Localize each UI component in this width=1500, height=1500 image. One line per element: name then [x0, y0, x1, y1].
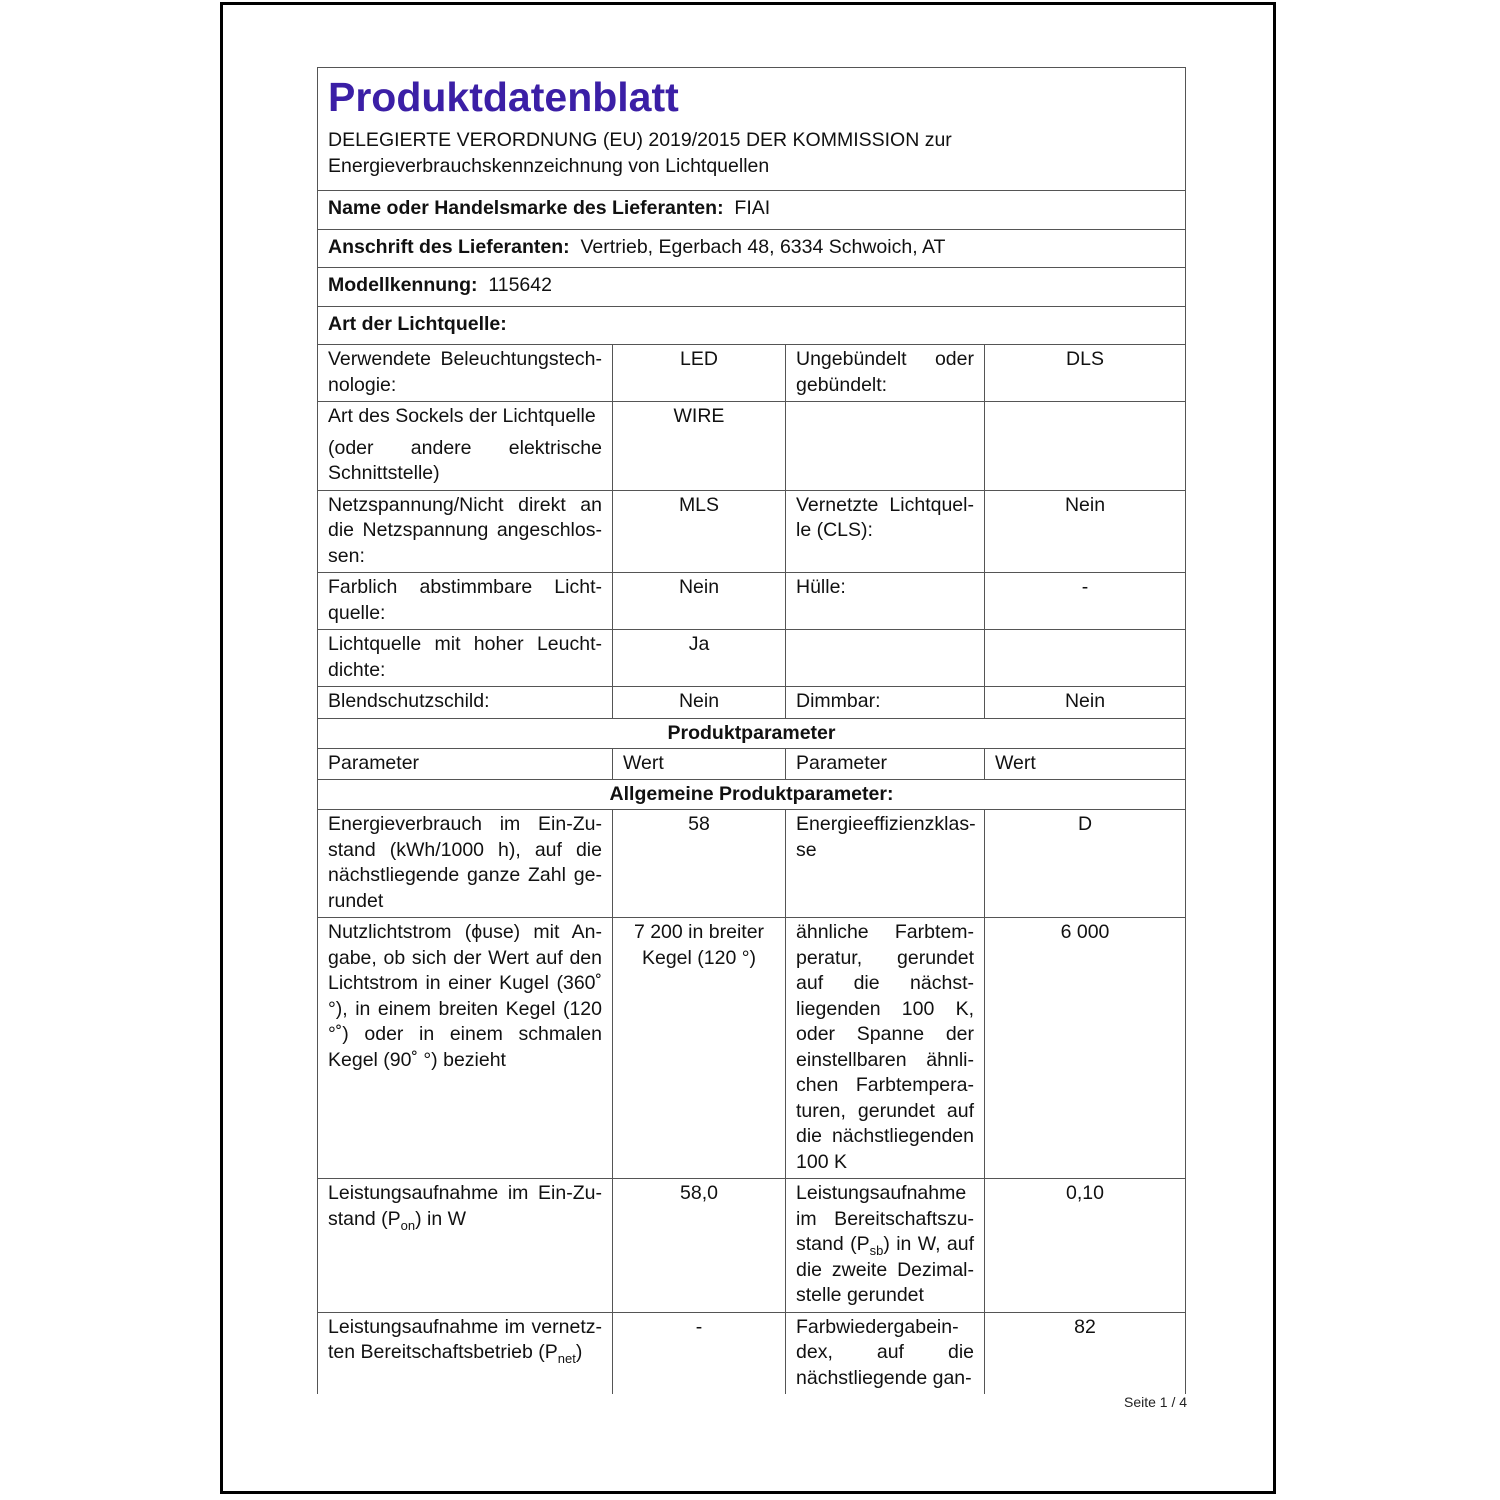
value-header-1: Wert — [613, 749, 786, 780]
datasheet — [317, 67, 1185, 1394]
cls-value: Nein — [985, 490, 1186, 573]
address-row — [318, 229, 1186, 268]
shell-value: - — [985, 573, 1186, 630]
page-title: Produktdatenblatt — [328, 74, 679, 120]
address-label: Anschrift des Lieferanten: — [328, 235, 570, 258]
supplier-row — [318, 191, 1186, 230]
socket-value: WIRE — [613, 402, 786, 491]
bundled-label: Ungebündelt oder gebündelt: — [786, 345, 985, 402]
regulation-subtitle: DELEGIERTE VERORDNUNG (EU) 2019/2015 DER KOMMISSION zur Energieverbrauchskennzeichnung von Lichtquellen — [328, 129, 952, 177]
table-row — [318, 630, 1186, 687]
empty-cell — [786, 402, 985, 491]
standby-power-value: 0,10 — [985, 1179, 1186, 1313]
power-on-value: 58,0 — [613, 1179, 786, 1313]
product-params-heading: Produktparameter — [318, 718, 1186, 749]
net-standby-label: Leistungsaufnahme im vernetzten Bereitschaftsbetrieb $(P_{net})$ — [318, 1312, 613, 1394]
datasheet-table — [317, 67, 1186, 1394]
luminance-value: Ja — [613, 630, 786, 687]
section-row — [318, 718, 1186, 749]
table-row — [318, 345, 1186, 402]
param-header-1: Parameter — [318, 749, 613, 780]
title-row — [318, 68, 1186, 191]
table-row — [318, 573, 1186, 630]
tunable-value: Nein — [613, 573, 786, 630]
power-on-label: Leistungsaufnahme im Ein-Zustand $(P_{on})$ in W — [318, 1179, 613, 1313]
table-row — [318, 687, 1186, 719]
flux-value: 7 200 in breiter Kegel (120 °) — [613, 918, 786, 1179]
table-row — [318, 490, 1186, 573]
value-header-2: Wert — [985, 749, 1186, 780]
color-temp-label: ähnliche Farbtemperatur, gerundet auf die nächstliegenden 100 K, oder Spanne der einstellbaren ähnlichen Farbtemperaturen, gerundet auf die nächstliegenden 100 K — [786, 918, 985, 1179]
title-cell — [318, 68, 1186, 191]
empty-cell — [786, 630, 985, 687]
cri-label: Farbwiedergabeindex, auf die nächstliegende gan- — [786, 1312, 985, 1394]
luminance-label: Lichtquelle mit hoher Leuchtdichte: — [318, 630, 613, 687]
table-row — [318, 918, 1186, 1179]
net-standby-value: - — [613, 1312, 786, 1394]
supplier-value: FIAI — [734, 197, 771, 219]
param-header-row — [318, 749, 1186, 780]
tech-value: LED — [613, 345, 786, 402]
empty-cell — [985, 402, 1186, 491]
table-row — [318, 402, 1186, 491]
mains-value: MLS — [613, 490, 786, 573]
energy-value: 58 — [613, 810, 786, 918]
table-row — [318, 810, 1186, 918]
shell-label: Hülle: — [786, 573, 985, 630]
bundled-value: DLS — [985, 345, 1186, 402]
param-header-2: Parameter — [786, 749, 985, 780]
socket-label-detail: (oder andere elektrische Schnittstelle) — [328, 436, 602, 484]
model-value: 115642 — [488, 274, 552, 296]
table-row — [318, 1179, 1186, 1313]
tunable-label: Farblich abstimmbare Lichtquelle: — [318, 573, 613, 630]
empty-cell — [985, 630, 1186, 687]
section-row — [318, 779, 1186, 810]
socket-label: Art des Sockels der Lichtquelle — [328, 405, 596, 427]
glare-label: Blendschutzschild: — [318, 687, 613, 719]
light-type-heading: Art der Lichtquelle: — [328, 312, 507, 335]
table-row — [318, 1312, 1186, 1394]
dimmable-value: Nein — [985, 687, 1186, 719]
efficiency-class-label: Energieeffizienzklasse — [786, 810, 985, 918]
color-temp-value: 6 000 — [985, 918, 1186, 1179]
dimmable-label: Dimmbar: — [786, 687, 985, 719]
light-type-heading-row — [318, 306, 1186, 345]
page-number: Seite 1 / 4 — [1124, 1394, 1188, 1410]
supplier-label: Name oder Handelsmarke des Lieferanten: — [328, 197, 724, 219]
address-value: Vertrieb, Egerbach 48, 6334 Schwoich, AT — [580, 235, 946, 258]
cri-value: 82 — [985, 1312, 1186, 1394]
cls-label: Vernetzte Lichtquelle (CLS): — [786, 490, 985, 573]
tech-label: Verwendete Beleuchtungstechnologie: — [318, 345, 613, 402]
efficiency-class-value: D — [985, 810, 1186, 918]
mains-label: Netzspannung/Nicht direkt an die Netzspannung angeschlossen: — [318, 490, 613, 573]
glare-value: Nein — [613, 687, 786, 719]
model-row — [318, 268, 1186, 307]
energy-label: Energieverbrauch im Ein-Zustand (kWh/1000 h), auf die nächstliegende ganze Zahl gerundet — [318, 810, 613, 918]
flux-label: Nutzlichtstrom (ϕuse) mit Angabe, ob sich der Wert auf den Lichtstrom in einer Kugel (360˚ °), in einem breiten Kegel (120 °˚) oder in einem schmalen Kegel (90˚ °) bezieht — [318, 918, 613, 1179]
general-params-heading: Allgemeine Produktparameter: — [318, 779, 1186, 810]
standby-power-label: Leistungsaufnahme im Bereitschaftszustand $(P_{sb})$ in W, auf die zweite Dezimalstelle gerundet — [786, 1179, 985, 1313]
model-label: Modellkennung: — [328, 274, 478, 296]
